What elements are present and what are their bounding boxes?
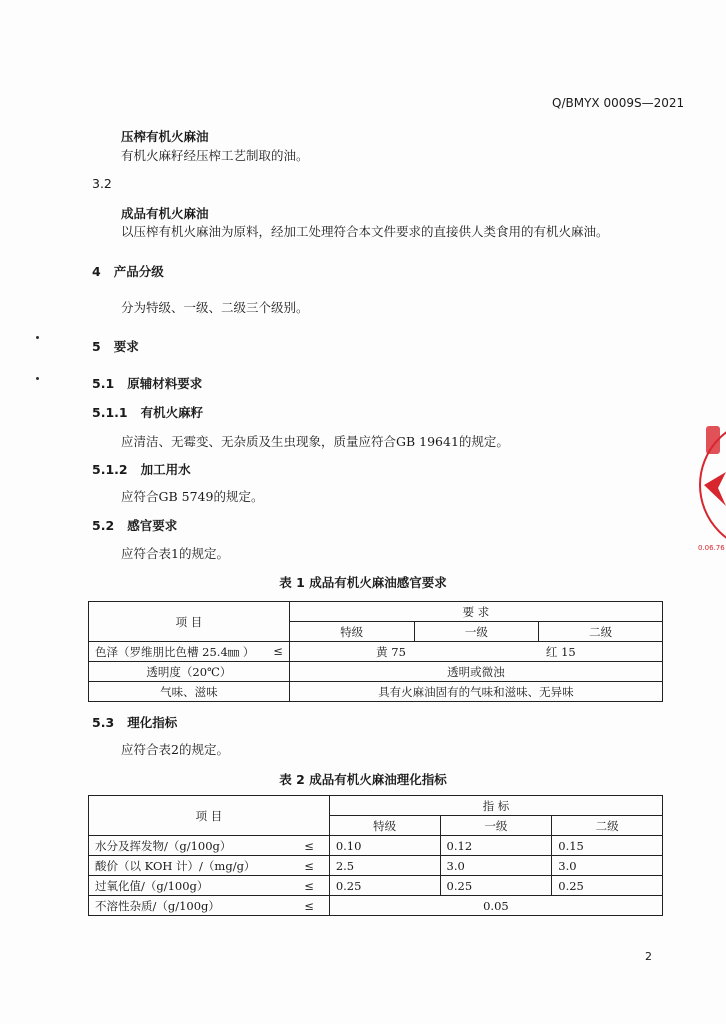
- indicator-header: 指 标: [329, 796, 662, 816]
- value-second: 0.15: [552, 836, 663, 856]
- item-header: 项 目: [89, 602, 290, 642]
- section-number: 4: [92, 264, 101, 279]
- section-4-body: 分为特级、一级、二级三个级别。: [121, 300, 309, 315]
- term-number-3-2: 3.2: [92, 176, 112, 191]
- row-item: 透明度（20℃）: [89, 662, 290, 682]
- section-5-1-2-body: 应符合GB 5749的规定。: [121, 489, 264, 504]
- value-first: 3.0: [440, 856, 552, 876]
- row-value: 具有火麻油固有的气味和滋味、无异味: [289, 682, 662, 702]
- row-item: 水分及挥发物/（g/100g）: [89, 836, 290, 856]
- row-item: [89, 642, 290, 662]
- value-second: 0.25: [552, 876, 663, 896]
- value-first: 0.25: [440, 876, 552, 896]
- section-title: 原辅材料要求: [127, 376, 203, 391]
- value-first: 0.12: [440, 836, 552, 856]
- section-number: 5.1.2: [92, 462, 128, 477]
- table-row: [89, 856, 663, 876]
- row-item: 不溶性杂质/（g/100g）: [89, 896, 290, 916]
- seal-star-icon: [704, 472, 726, 506]
- table-row: [89, 642, 663, 662]
- comparison-symbol: ≤: [273, 643, 283, 658]
- comparison-symbol: ≤: [289, 896, 329, 916]
- value-red: 红 15: [545, 644, 576, 659]
- section-5-3-body: 应符合表2的规定。: [121, 742, 229, 757]
- document-code: Q/BMYX 0009S—2021: [552, 96, 685, 110]
- table-header-row: [89, 602, 663, 622]
- section-title: 要求: [113, 339, 139, 354]
- term-title-pressed-oil: 压榨有机火麻油: [121, 129, 209, 144]
- comparison-symbol: ≤: [289, 856, 329, 876]
- table-header-row: [89, 796, 663, 816]
- requirement-header: 要 求: [289, 602, 662, 622]
- row-item: 气味、滋味: [89, 682, 290, 702]
- grade-header: 一级: [440, 816, 552, 836]
- section-number: 5.3: [92, 715, 115, 730]
- section-5-2-body: 应符合表1的规定。: [121, 546, 229, 561]
- row-value: 透明或微浊: [289, 662, 662, 682]
- row-value: [289, 642, 662, 662]
- section-number: 5.2: [92, 518, 115, 533]
- table-row: [89, 896, 663, 916]
- value-yellow: 黄 75: [376, 644, 406, 659]
- term-definition-pressed-oil: 有机火麻籽经压榨工艺制取的油。: [121, 148, 309, 163]
- section-title: 产品分级: [113, 264, 164, 279]
- grade-header: 特级: [289, 622, 414, 642]
- section-5-1-2-heading: [92, 460, 191, 478]
- value-special: 0.25: [329, 876, 440, 896]
- table-1-caption: 表 1 成品有机火麻油感官要求: [279, 575, 447, 590]
- section-5-1-heading: [92, 374, 202, 392]
- section-5-1-1-body: 应清洁、无霉变、无杂质及生虫现象，质量应符合GB 19641的规定。: [121, 434, 509, 449]
- section-number: 5.1: [92, 376, 115, 391]
- table-1: [88, 601, 663, 702]
- row-item: 过氧化值/（g/100g）: [89, 876, 290, 896]
- table-2-caption: 表 2 成品有机火麻油理化指标: [279, 772, 447, 787]
- section-number: 5.1.1: [92, 405, 128, 420]
- section-title: 有机火麻籽: [140, 405, 204, 420]
- table-row: [89, 662, 663, 682]
- section-5-1-1-heading: [92, 403, 203, 421]
- company-seal: [696, 410, 726, 560]
- grade-header: 一级: [414, 622, 539, 642]
- value-second: 3.0: [552, 856, 663, 876]
- table-row: [89, 876, 663, 896]
- comparison-symbol: ≤: [289, 876, 329, 896]
- section-title: 加工用水: [140, 462, 191, 477]
- comparison-symbol: ≤: [289, 836, 329, 856]
- section-5-heading: [92, 337, 139, 355]
- value-merged: 0.05: [329, 896, 662, 916]
- term-definition-finished-oil: 以压榨有机火麻油为原料，经加工处理符合本文件要求的直接供人类食用的有机火麻油。: [121, 224, 609, 239]
- value-special: 2.5: [329, 856, 440, 876]
- row-item-label: 色泽（罗维朋比色槽 25.4㎜ ）: [95, 644, 255, 659]
- section-5-3-heading: [92, 713, 177, 731]
- seal-number: 0.06.76: [698, 544, 725, 552]
- term-title-finished-oil: 成品有机火麻油: [121, 206, 209, 221]
- item-header: 项 目: [89, 796, 330, 836]
- section-4-heading: [92, 262, 164, 280]
- row-item: 酸价（以 KOH 计）/（mg/g）: [89, 856, 290, 876]
- scan-dot: [36, 336, 39, 339]
- scan-dot: [36, 377, 39, 380]
- section-title: 理化指标: [127, 715, 178, 730]
- section-number: 5: [92, 339, 101, 354]
- table-2: [88, 795, 663, 916]
- section-title: 感官要求: [127, 518, 178, 533]
- grade-header: 二级: [539, 622, 663, 642]
- page-number: 2: [645, 950, 652, 963]
- table-row: [89, 836, 663, 856]
- seal-graphic: [696, 410, 726, 560]
- section-5-2-heading: [92, 516, 177, 534]
- grade-header: 二级: [552, 816, 663, 836]
- table-row: [89, 682, 663, 702]
- grade-header: 特级: [329, 816, 440, 836]
- value-special: 0.10: [329, 836, 440, 856]
